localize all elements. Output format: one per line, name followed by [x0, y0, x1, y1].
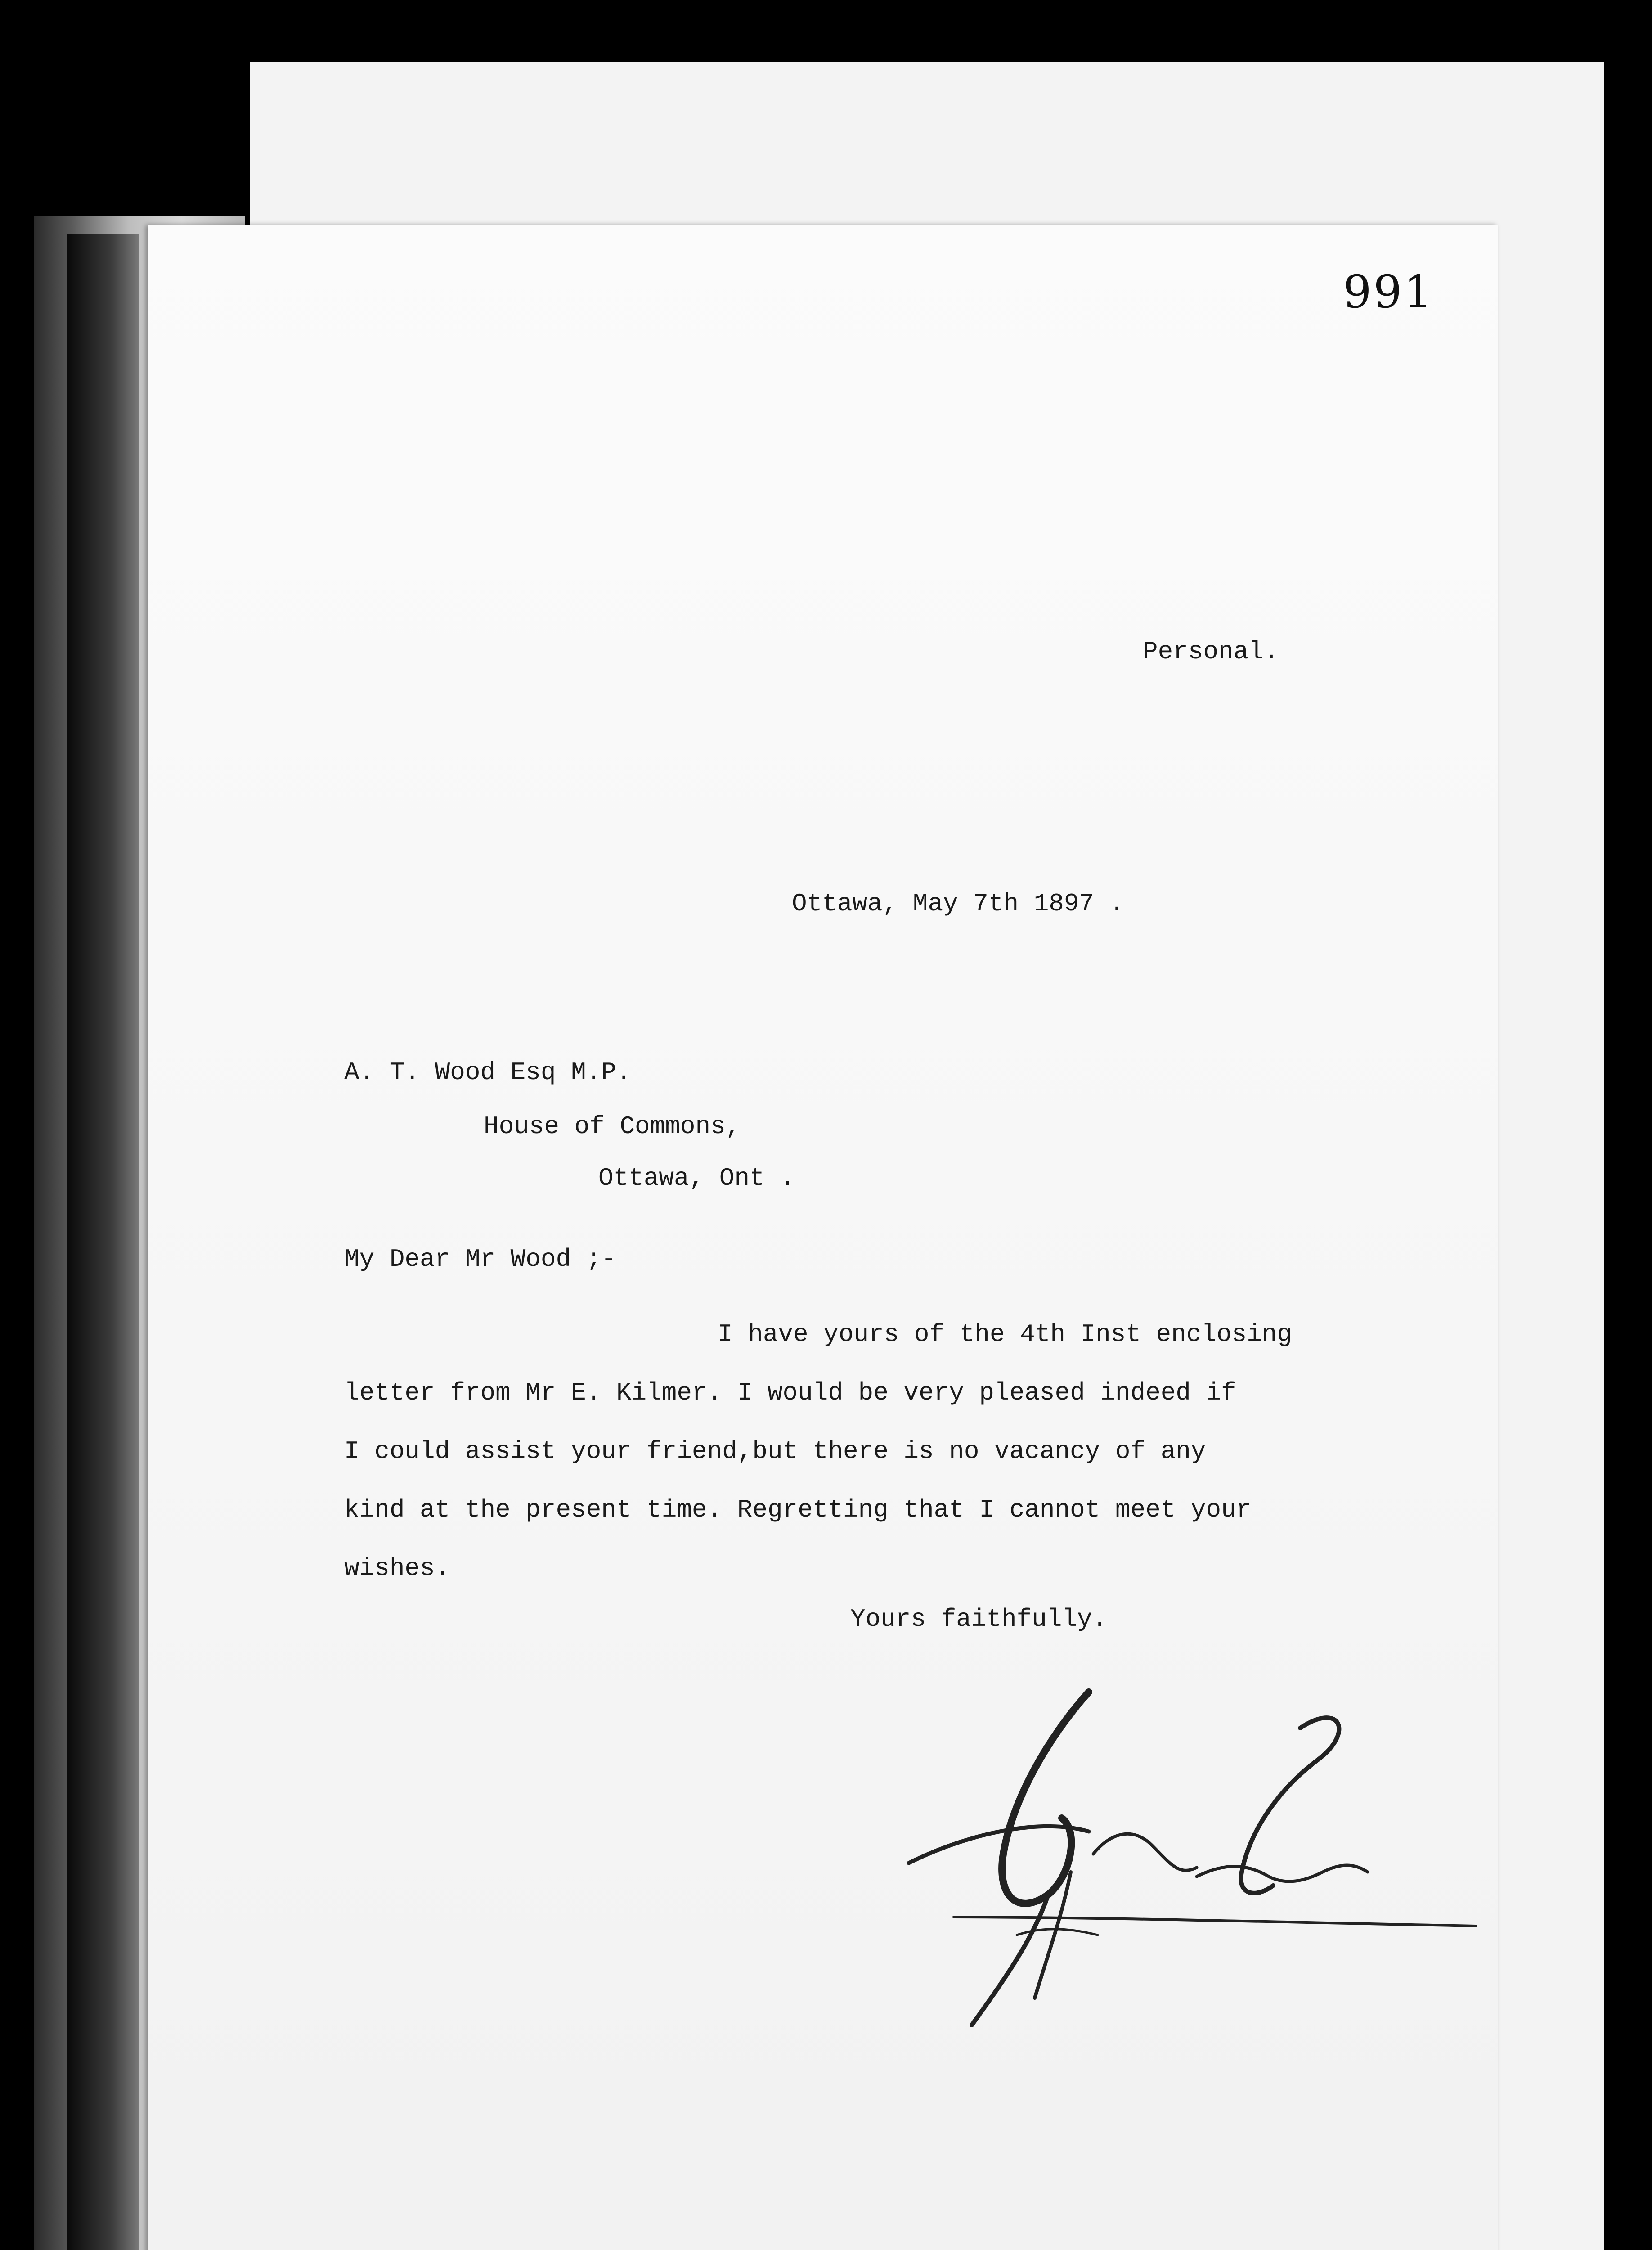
body-line: wishes. [344, 1554, 450, 1583]
closing: Yours faithfully. [850, 1605, 1108, 1634]
body-line: kind at the present time. Regretting that I cannot meet your [344, 1495, 1252, 1524]
letter-date: Ottawa, May 7th 1897 . [792, 889, 1125, 918]
signature-image [900, 1683, 1485, 2052]
body-line: I have yours of the 4th Inst enclosing [718, 1320, 1293, 1349]
folder-binding-shadow [67, 234, 139, 2250]
recipient-address-line1: House of Commons, [484, 1112, 741, 1141]
recipient-name: A. T. Wood Esq M.P. [344, 1058, 632, 1087]
body-line: letter from Mr E. Kilmer. I would be very pleased indeed if [344, 1378, 1236, 1407]
salutation: My Dear Mr Wood ;- [344, 1245, 616, 1274]
page-number: 991 [1343, 266, 1434, 318]
body-line: I could assist your friend,but there is no vacancy of any [344, 1437, 1206, 1466]
letter-body [344, 1305, 1316, 1598]
personal-marking: Personal. [1143, 637, 1279, 666]
recipient-address-line2: Ottawa, Ont . [598, 1164, 795, 1192]
